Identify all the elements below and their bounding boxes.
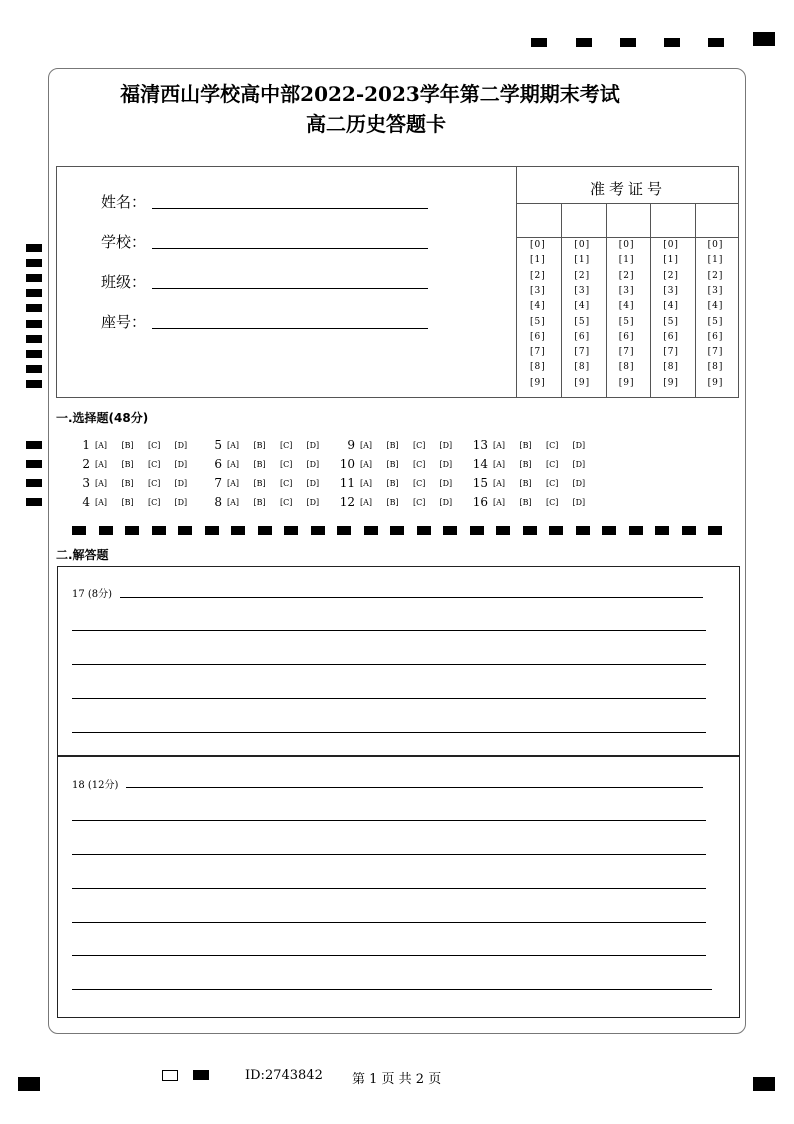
exam-digit-bubble[interactable]: [2] <box>618 270 635 281</box>
choice-bubble[interactable]: [D] <box>572 498 586 507</box>
choice-bubble[interactable]: [A] <box>95 479 108 488</box>
choice-bubble[interactable]: [A] <box>360 441 373 450</box>
exam-digit-bubble[interactable]: [8] <box>530 362 546 373</box>
exam-digit-bubble[interactable]: [7] <box>530 347 546 358</box>
question-number: 11 <box>339 476 355 490</box>
choice-bubble[interactable]: [A] <box>95 441 108 450</box>
exam-digit-bubble[interactable]: [5] <box>663 316 679 327</box>
question-number: 12 <box>339 495 355 509</box>
timing-mark <box>152 526 166 535</box>
exam-digit-bubble[interactable]: [6] <box>618 331 635 342</box>
exam-digit-bubble[interactable]: [8] <box>707 362 724 373</box>
choice-bubble[interactable]: [C] <box>280 498 293 507</box>
timing-mark <box>231 526 245 535</box>
choice-bubble[interactable]: [B] <box>121 498 134 507</box>
answer-line <box>72 989 712 990</box>
question-number: 6 <box>214 457 222 471</box>
exam-digit-bubble[interactable]: [6] <box>530 331 546 342</box>
class-label: 班级： <box>101 273 147 291</box>
exam-digit-bubble[interactable]: [4] <box>618 301 635 312</box>
name-field[interactable] <box>152 208 428 209</box>
school-field[interactable] <box>152 248 428 249</box>
timing-mark <box>26 350 42 358</box>
timing-mark <box>364 526 378 535</box>
exam-digit-bubble[interactable]: [3] <box>707 285 724 296</box>
exam-digit-bubble[interactable]: [4] <box>574 301 591 312</box>
exam-digit-bubble[interactable]: [8] <box>663 362 679 373</box>
exam-digit-bubble[interactable]: [3] <box>663 285 679 296</box>
timing-mark <box>26 304 42 312</box>
choice-bubble[interactable]: [B] <box>519 498 532 507</box>
question-number: 13 <box>472 438 488 452</box>
sheet-subtitle: 高二历史答题卡 <box>306 112 446 136</box>
question-number: 14 <box>472 457 488 471</box>
choice-bubble[interactable]: [D] <box>572 441 586 450</box>
exam-digit-bubble[interactable]: [0] <box>574 240 591 250</box>
timing-mark <box>26 498 42 506</box>
choice-bubble[interactable]: [A] <box>95 498 108 507</box>
exam-digit-bubble[interactable]: [1] <box>663 255 679 266</box>
timing-mark <box>26 320 42 328</box>
question-number: 16 <box>472 495 488 509</box>
choice-bubble[interactable]: [B] <box>386 498 399 507</box>
timing-mark <box>417 526 431 535</box>
choice-bubble[interactable]: [D] <box>174 441 188 450</box>
choice-bubble[interactable]: [D] <box>174 498 188 507</box>
timing-mark <box>26 460 42 468</box>
choice-bubble[interactable]: [D] <box>439 441 453 450</box>
question-number: 2 <box>82 457 90 471</box>
exam-digit-bubble[interactable]: [5] <box>618 316 635 327</box>
exam-digit-bubble[interactable]: [6] <box>574 331 591 342</box>
question-number: 1 <box>82 438 90 452</box>
timing-mark <box>205 526 219 535</box>
choice-bubble[interactable]: [C] <box>546 479 559 488</box>
choice-bubble[interactable]: [B] <box>121 479 134 488</box>
choice-bubble[interactable]: [B] <box>519 479 532 488</box>
question-number: 15 <box>472 476 488 490</box>
timing-mark <box>125 526 139 535</box>
exam-digit-bubble[interactable]: [8] <box>618 362 635 373</box>
choice-bubble[interactable]: [D] <box>439 479 453 488</box>
timing-mark <box>655 526 669 535</box>
timing-mark <box>708 526 722 535</box>
choice-bubble[interactable]: [A] <box>227 498 240 507</box>
choice-bubble[interactable]: [C] <box>280 441 293 450</box>
class-field[interactable] <box>152 288 428 289</box>
exam-digit-bubble[interactable]: [2] <box>530 270 546 281</box>
timing-mark <box>602 526 616 535</box>
seat-label: 座号： <box>101 313 147 331</box>
question-number: 8 <box>214 495 222 509</box>
timing-mark <box>576 38 592 47</box>
timing-mark <box>664 38 680 47</box>
exam-digit-bubble[interactable]: [3] <box>530 285 546 296</box>
page-number: 第 1 页 共 2 页 <box>352 1072 442 1087</box>
exam-digit-bubble[interactable]: [1] <box>530 255 546 266</box>
exam-digit-bubble[interactable]: [9] <box>707 377 724 388</box>
choice-bubble[interactable]: [A] <box>360 479 373 488</box>
exam-digit-bubble[interactable]: [7] <box>574 347 591 358</box>
choice-bubble[interactable]: [C] <box>148 498 161 507</box>
choice-bubble[interactable]: [A] <box>493 498 506 507</box>
exam-digit-bubble[interactable]: [8] <box>574 362 591 373</box>
choice-bubble[interactable]: [C] <box>148 479 161 488</box>
choice-bubble[interactable]: [D] <box>572 479 586 488</box>
timing-mark <box>26 441 42 449</box>
exam-digit-bubble[interactable]: [6] <box>663 331 679 342</box>
question-17-label: 17 (8分) <box>72 589 113 600</box>
anchor-mark <box>753 32 775 46</box>
timing-mark <box>284 526 298 535</box>
exam-digit-bubble[interactable]: [5] <box>530 316 546 327</box>
timing-mark <box>72 526 86 535</box>
exam-digit-bubble[interactable]: [6] <box>707 331 724 342</box>
timing-mark <box>531 38 547 47</box>
choice-bubble[interactable]: [D] <box>439 460 453 469</box>
answer-line <box>72 922 706 923</box>
choice-bubble[interactable]: [A] <box>227 479 240 488</box>
exam-digit-bubble[interactable]: [0] <box>707 240 724 250</box>
choice-bubble[interactable]: [A] <box>95 460 108 469</box>
exam-digit-bubble[interactable]: [1] <box>618 255 635 266</box>
timing-mark <box>496 526 510 535</box>
section-choice-title: 一.选择题(48分) <box>56 411 149 425</box>
page-marker-filled <box>193 1070 209 1080</box>
choice-bubble[interactable]: [C] <box>148 460 161 469</box>
choice-bubble[interactable]: [A] <box>493 460 506 469</box>
timing-mark <box>26 335 42 343</box>
choice-bubble[interactable]: [B] <box>386 441 399 450</box>
seat-field[interactable] <box>152 328 428 329</box>
exam-digit-bubble[interactable]: [9] <box>530 377 546 388</box>
choice-bubble[interactable]: [A] <box>360 460 373 469</box>
choice-bubble[interactable]: [B] <box>253 479 266 488</box>
choice-bubble[interactable]: [C] <box>413 498 426 507</box>
timing-mark <box>620 38 636 47</box>
exam-digit-bubble[interactable]: [4] <box>530 301 546 312</box>
exam-digit-bubble[interactable]: [7] <box>707 347 724 358</box>
answer-line <box>72 732 706 733</box>
choice-bubble[interactable]: [A] <box>227 460 240 469</box>
name-label: 姓名： <box>101 193 147 211</box>
choice-bubble[interactable]: [D] <box>174 479 188 488</box>
choice-bubble[interactable]: [B] <box>519 460 532 469</box>
choice-bubble[interactable]: [D] <box>306 441 320 450</box>
choice-bubble[interactable]: [B] <box>253 441 266 450</box>
choice-bubble[interactable]: [A] <box>493 441 506 450</box>
choice-bubble[interactable]: [D] <box>572 460 586 469</box>
answer-line <box>72 955 706 956</box>
timing-mark <box>443 526 457 535</box>
choice-bubble[interactable]: [A] <box>227 441 240 450</box>
answer-line <box>126 787 703 788</box>
exam-digit-bubble[interactable]: [1] <box>707 255 724 266</box>
timing-mark <box>99 526 113 535</box>
exam-digit-bubble[interactable]: [9] <box>663 377 679 388</box>
exam-digit-bubble[interactable]: [9] <box>618 377 635 388</box>
choice-bubble[interactable]: [C] <box>546 441 559 450</box>
exam-digit-bubble[interactable]: [4] <box>663 301 679 312</box>
question-number: 5 <box>214 438 222 452</box>
timing-mark <box>311 526 325 535</box>
exam-number-column <box>517 203 561 237</box>
choice-bubble[interactable]: [C] <box>413 441 426 450</box>
exam-digit-bubble[interactable]: [5] <box>574 316 591 327</box>
exam-number-column <box>561 203 605 237</box>
exam-number-column <box>695 203 739 237</box>
timing-mark <box>629 526 643 535</box>
timing-mark <box>26 365 42 373</box>
section-answer-title: 二.解答题 <box>56 548 109 562</box>
answer-line <box>72 698 706 699</box>
question-number: 4 <box>82 495 90 509</box>
timing-mark <box>26 289 42 297</box>
exam-digit-bubble[interactable]: [3] <box>618 285 635 296</box>
choice-bubble[interactable]: [D] <box>306 460 320 469</box>
exam-title: 福清西山学校高中部2022-2023学年第二学期期末考试 <box>120 82 620 106</box>
choice-bubble[interactable]: [D] <box>306 479 320 488</box>
timing-mark <box>26 479 42 487</box>
exam-digit-bubble[interactable]: [0] <box>663 240 679 250</box>
timing-mark <box>26 380 42 388</box>
timing-mark <box>576 526 590 535</box>
choice-bubble[interactable]: [B] <box>121 460 134 469</box>
answer-line <box>72 888 706 889</box>
exam-digit-bubble[interactable]: [2] <box>663 270 679 281</box>
exam-digit-bubble[interactable]: [5] <box>707 316 724 327</box>
sheet-id: ID:2743842 <box>245 1068 323 1083</box>
choice-bubble[interactable]: [B] <box>253 460 266 469</box>
exam-digit-bubble[interactable]: [1] <box>574 255 591 266</box>
timing-mark <box>523 526 537 535</box>
question-number: 3 <box>82 476 90 490</box>
answer-box-17[interactable] <box>57 566 740 757</box>
exam-digit-bubble[interactable]: [0] <box>618 240 635 250</box>
exam-digit-bubble[interactable]: [2] <box>574 270 591 281</box>
question-number: 10 <box>339 457 355 471</box>
exam-digit-bubble[interactable]: [3] <box>574 285 591 296</box>
exam-digit-bubble[interactable]: [2] <box>707 270 724 281</box>
exam-number-column <box>650 203 694 237</box>
school-label: 学校： <box>101 233 147 251</box>
answer-line <box>72 820 706 821</box>
choice-bubble[interactable]: [C] <box>413 479 426 488</box>
exam-digit-bubble[interactable]: [7] <box>618 347 635 358</box>
choice-bubble[interactable]: [A] <box>493 479 506 488</box>
choice-bubble[interactable]: [D] <box>439 498 453 507</box>
timing-mark <box>549 526 563 535</box>
choice-bubble[interactable]: [C] <box>148 441 161 450</box>
exam-number-panel <box>516 167 739 397</box>
choice-bubble[interactable]: [C] <box>413 460 426 469</box>
exam-number-title: 准考证号 <box>589 180 666 198</box>
timing-mark <box>26 259 42 267</box>
timing-mark <box>258 526 272 535</box>
choice-bubble[interactable]: [C] <box>546 460 559 469</box>
exam-digit-bubble[interactable]: [4] <box>707 301 724 312</box>
answer-line <box>120 597 703 598</box>
choice-bubble[interactable]: [C] <box>280 479 293 488</box>
exam-digit-bubble[interactable]: [9] <box>574 377 591 388</box>
timing-mark <box>26 274 42 282</box>
exam-digit-bubble[interactable]: [0] <box>530 240 546 250</box>
timing-mark <box>26 244 42 252</box>
question-number: 9 <box>347 438 355 452</box>
timing-mark <box>708 38 724 47</box>
choice-bubble[interactable]: [A] <box>360 498 373 507</box>
answer-box-18[interactable] <box>57 755 740 1018</box>
student-info-box <box>56 166 739 398</box>
anchor-mark <box>753 1077 775 1091</box>
timing-mark <box>178 526 192 535</box>
page-marker-empty <box>162 1070 178 1081</box>
choice-bubble[interactable]: [D] <box>174 460 188 469</box>
timing-mark <box>390 526 404 535</box>
choice-bubble[interactable]: [B] <box>519 441 532 450</box>
choice-bubble[interactable]: [B] <box>386 479 399 488</box>
answer-line <box>72 854 706 855</box>
timing-mark <box>337 526 351 535</box>
question-18-label: 18 (12分) <box>72 780 119 791</box>
choice-bubble[interactable]: [B] <box>253 498 266 507</box>
choice-bubble[interactable]: [B] <box>386 460 399 469</box>
timing-mark <box>682 526 696 535</box>
choice-bubble[interactable]: [C] <box>280 460 293 469</box>
answer-line <box>72 664 706 665</box>
exam-number-column <box>606 203 650 237</box>
choice-bubble[interactable]: [B] <box>121 441 134 450</box>
anchor-mark <box>18 1077 40 1091</box>
choice-bubble[interactable]: [C] <box>546 498 559 507</box>
question-number: 7 <box>214 476 222 490</box>
answer-line <box>72 630 706 631</box>
exam-digit-bubble[interactable]: [7] <box>663 347 679 358</box>
choice-bubble[interactable]: [D] <box>306 498 320 507</box>
timing-mark <box>470 526 484 535</box>
